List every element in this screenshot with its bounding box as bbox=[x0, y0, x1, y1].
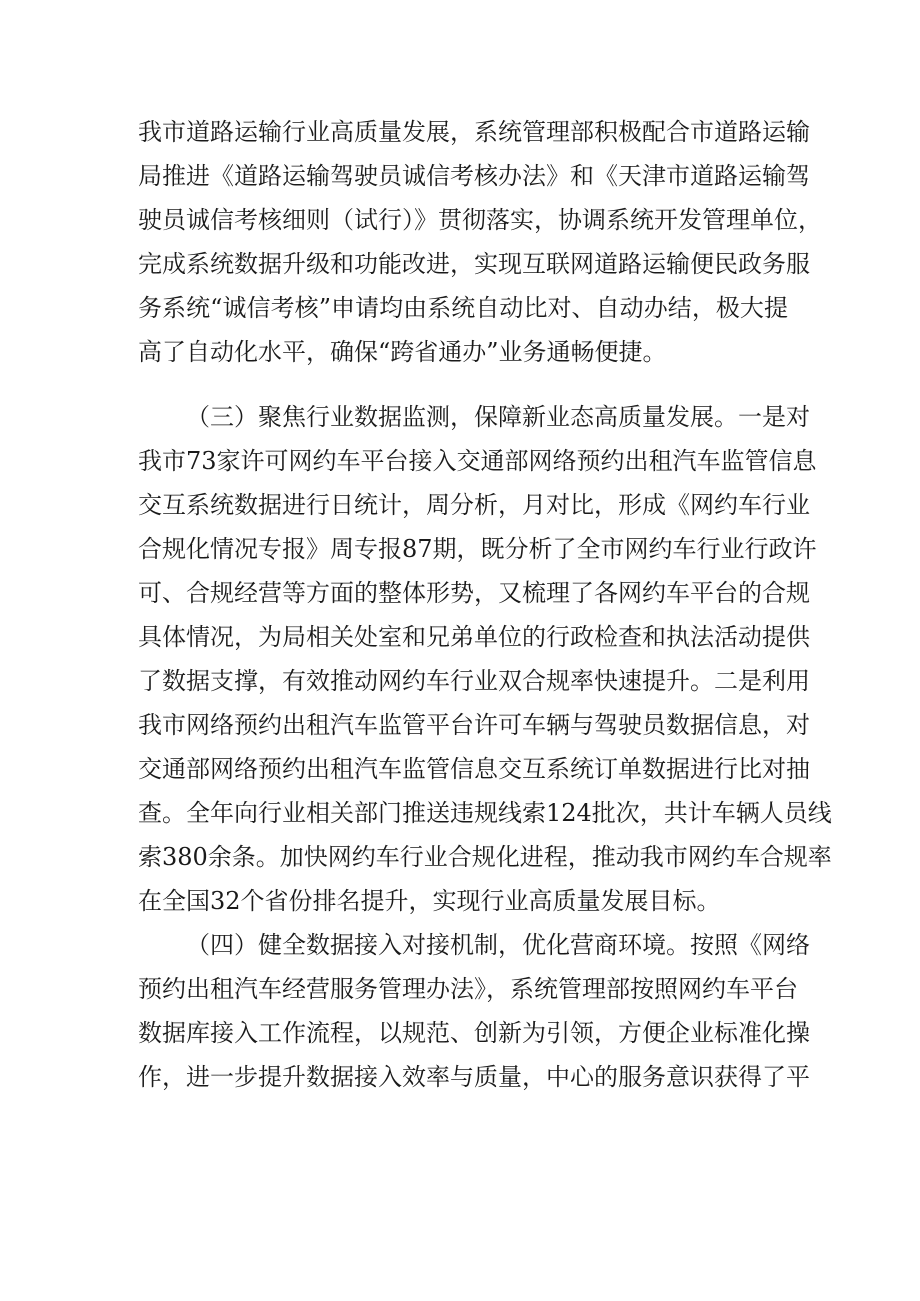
paragraph-3 bbox=[138, 923, 810, 1099]
paragraph-heading-line: （四）健全数据接入对接机制，优化营商环境。按照《网络 bbox=[186, 931, 810, 959]
document-body bbox=[138, 110, 832, 1099]
paragraph-line: 数据库接入工作流程，以规范、创新为引领，方便企业标准化操 bbox=[138, 1019, 810, 1047]
paragraph-line: 我市道路运输行业高质量发展，系统管理部积极配合市道路运输 bbox=[138, 118, 810, 146]
paragraph-gap bbox=[138, 374, 788, 395]
paragraph-line: 交互系统数据进行日统计，周分析，月对比，形成《网约车行业 bbox=[138, 491, 810, 519]
paragraph-line: 局推进《道路运输驾驶员诚信考核办法》和《天津市道路运输驾 bbox=[138, 162, 810, 190]
paragraph-line: 作，进一步提升数据接入效率与质量，中心的服务意识获得了平 bbox=[138, 1063, 810, 1091]
paragraph-line: 高了自动化水平，确保“跨省通办”业务通畅便捷。 bbox=[138, 338, 667, 366]
paragraph-line: 具体情况，为局相关处室和兄弟单位的行政检查和执法活动提供 bbox=[138, 623, 810, 651]
paragraph-line: 完成系统数据升级和功能改进，实现互联网道路运输便民政务服 bbox=[138, 250, 810, 278]
paragraph-line: 合规化情况专报》周专报87期，既分析了全市网约车行业行政许 bbox=[138, 535, 817, 563]
paragraph-line: 索380余条。加快网约车行业合规化进程，推动我市网约车合规率 bbox=[138, 843, 832, 871]
paragraph-line: 查。全年向行业相关部门推送违规线索124批次，共计车辆人员线 bbox=[138, 799, 832, 827]
paragraph-line: 我市网络预约出租汽车监管平台许可车辆与驾驶员数据信息，对 bbox=[138, 711, 810, 739]
paragraph-line: 交通部网络预约出租汽车监管信息交互系统订单数据进行比对抽 bbox=[138, 755, 810, 783]
paragraph-line: 了数据支撑，有效推动网约车行业双合规率快速提升。二是利用 bbox=[138, 667, 810, 695]
paragraph-line: 预约出租汽车经营服务管理办法》，系统管理部按照网约车平台 bbox=[138, 975, 798, 1003]
paragraph-line: 可、合规经营等方面的整体形势，又梳理了各网约车平台的合规 bbox=[138, 579, 810, 607]
paragraph-2 bbox=[138, 395, 832, 923]
paragraph-heading-line: （三）聚焦行业数据监测，保障新业态高质量发展。一是对 bbox=[186, 403, 810, 431]
paragraph-line: 驶员诚信考核细则（试行）》贯彻落实，协调系统开发管理单位， bbox=[138, 206, 822, 234]
paragraph-line: 我市73家许可网约车平台接入交通部网络预约出租汽车监管信息 bbox=[138, 447, 817, 475]
paragraph-line: 在全国32个省份排名提升，实现行业高质量发展目标。 bbox=[138, 887, 721, 915]
paragraph-1 bbox=[138, 110, 822, 374]
paragraph-line: 务系统“诚信考核”申请均由系统自动比对、自动办结，极大提 bbox=[138, 294, 788, 322]
